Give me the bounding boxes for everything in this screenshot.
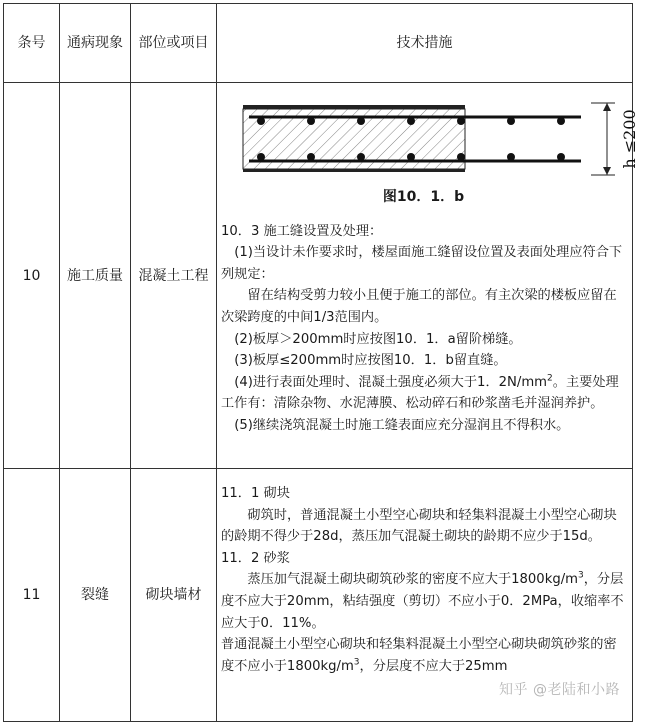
measure-line: (3)板厚≤200mm时应按图10．1．b留直缝。	[234, 353, 507, 369]
clause-number: 11	[4, 469, 60, 722]
superscript: 3	[578, 570, 584, 581]
header-item: 部位或项目	[131, 4, 217, 83]
measure-text: (4)进行表面处理时、混凝土强度必须大于1．2N/mm	[234, 374, 548, 390]
construction-joint-diagram	[241, 91, 661, 183]
section-heading: 11．1 砌块	[221, 486, 290, 501]
slab-top-edge	[243, 105, 465, 109]
measure-line	[221, 569, 626, 634]
measure-line	[221, 372, 626, 415]
measure-text: ，分层度不应大于25mm	[359, 658, 508, 674]
measure-text: 蒸压加气混凝土砌块砌筑砂浆的密度不应大于1800kg/m	[247, 572, 578, 588]
section-heading: 10．3 施工缝设置及处理：	[221, 223, 383, 239]
header-phenomenon: 通病现象	[60, 4, 131, 83]
superscript: 2	[547, 373, 553, 384]
figure-caption: 图10．1．b	[382, 189, 465, 205]
measure-text: ，分层度不应大于20mm，粘结强度（剪切）不应小于0．2MPa，收缩率不应大于0．11%。	[221, 572, 624, 631]
specification-table	[3, 3, 639, 722]
watermark: 知乎 @老陆和小路	[499, 682, 620, 698]
slab-bottom-edge	[243, 169, 465, 172]
dimension-label: h ≤200	[620, 109, 639, 169]
measure-line: (1)当设计未作要求时，楼屋面施工缝留设位置及表面处理应符合下列规定：	[221, 245, 623, 282]
measure-line: (2)板厚＞200mm时应按图10．1．a留阶梯缝。	[234, 331, 522, 347]
measure-line: 砌筑时，普通混凝土小型空心砌块和轻集料混凝土小型空心砌块的龄期不得少于28d，蒸压加气混凝土砌块的龄期不应少于15d。	[221, 507, 617, 545]
section-heading: 11．2 砂浆	[221, 550, 290, 566]
header-technical-measures: 技术措施	[217, 4, 633, 83]
header-clause-number: 条号	[4, 4, 60, 83]
item-cell: 砌块墙材	[131, 469, 217, 722]
table-header-row	[4, 4, 633, 83]
clause-number: 10	[4, 83, 60, 469]
table-row	[4, 83, 633, 469]
item-cell: 混凝土工程	[131, 83, 217, 469]
technical-measures-cell	[217, 83, 639, 469]
measure-text: 。主要处理工作有：清除杂物、水泥薄膜、松动碎石和砂浆凿毛并湿润养护。	[221, 374, 619, 412]
phenomenon-cell: 施工质量	[60, 83, 131, 469]
measure-line: 留在结构受剪力较小且便于施工的部位。有主次梁的楼板应留在次梁跨度的中间1/3范围内。	[221, 288, 617, 325]
measure-text: 普通混凝土小型空心砌块和轻集料混凝土小型空心砌块砌筑砂浆的密度不应小于1800kg/m	[221, 637, 617, 674]
phenomenon-cell: 裂缝	[60, 469, 131, 722]
measure-line: (5)继续浇筑混凝土时施工缝表面应充分湿润且不得积水。	[234, 417, 570, 433]
superscript: 3	[353, 657, 360, 668]
measure-line	[221, 634, 626, 677]
